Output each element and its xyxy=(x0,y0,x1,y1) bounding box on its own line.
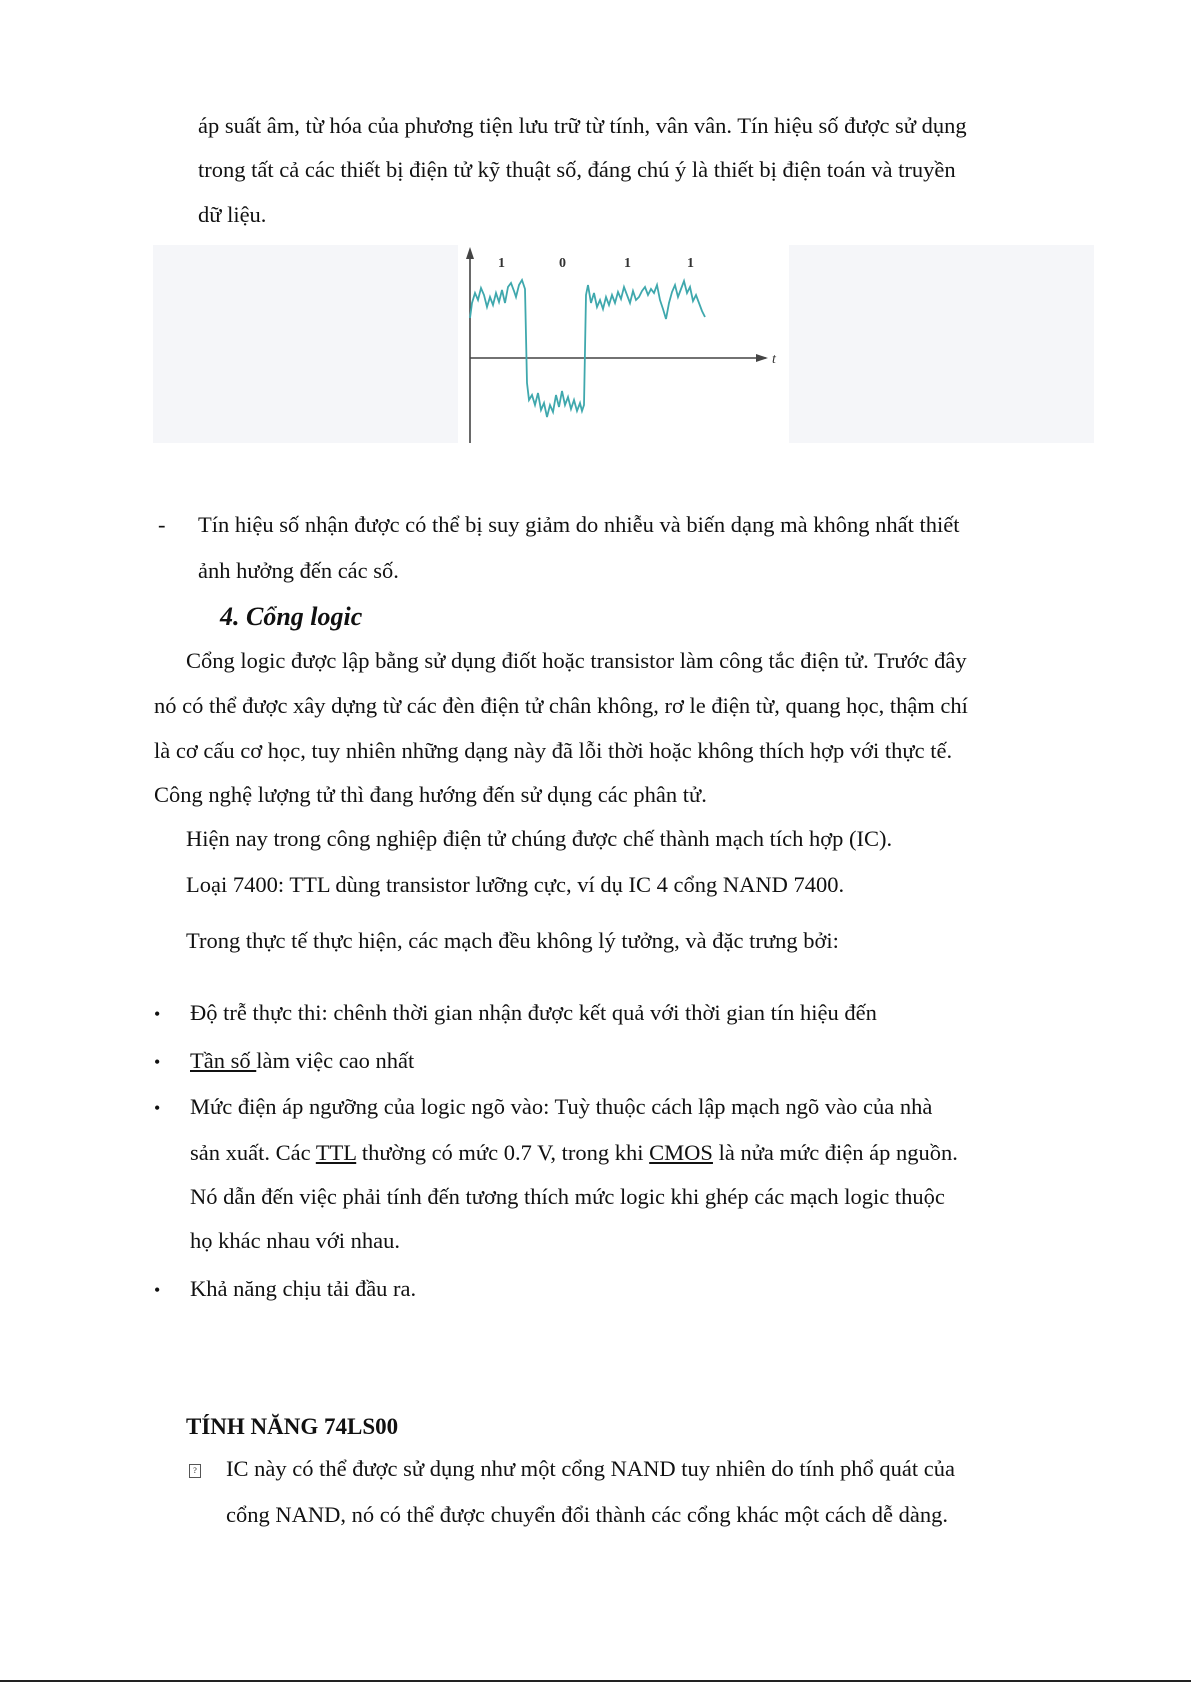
bit-label-4: 1 xyxy=(687,256,694,271)
digital-signal-figure xyxy=(458,245,789,443)
bullet-frequency-text: làm việc cao nhất xyxy=(256,1048,415,1073)
section-4-para2: Hiện nay trong công nghiệp điện tử chúng được chế thành mạch tích hợp (IC). xyxy=(186,826,893,851)
section-4-para1-line-3: là cơ cấu cơ học, tuy nhiên những dạng này đã lỗi thời hoặc không thích hợp với thực tế. xyxy=(154,738,953,763)
section-4-para1-line-2: nó có thể được xây dựng từ các đèn điện tử chân không, rơ le điện từ, quang học, thậm chí xyxy=(154,693,968,718)
features-line-2: cổng NAND, nó có thể được chuyển đổi thành các cổng khác một cách dễ dàng. xyxy=(226,1502,948,1527)
bullet-threshold-line-1: Mức điện áp ngưỡng của logic ngõ vào: Tuỳ thuộc cách lập mạch ngõ vào của nhà xyxy=(190,1094,933,1119)
intro-line-2: trong tất cả các thiết bị điện tử kỹ thuật số, đáng chú ý là thiết bị điện toán và truyền xyxy=(198,157,956,182)
bullet-marker-2: • xyxy=(154,1052,161,1072)
dash-note-line-1: Tín hiệu số nhận được có thể bị suy giảm do nhiễu và biến dạng mà không nhất thiết xyxy=(198,512,960,537)
time-axis-label: t xyxy=(772,352,776,367)
section-4-para1-line-1: Cổng logic được lập bằng sử dụng điốt hoặc transistor làm công tắc điện tử. Trước đây xyxy=(186,648,967,673)
bit-label-2: 0 xyxy=(559,256,566,271)
figure-panel-right xyxy=(789,245,1094,443)
bit-label-1: 1 xyxy=(498,256,505,271)
bullet-threshold-text-c: là nửa mức điện áp nguồn. xyxy=(712,1140,958,1165)
cmos-link[interactable]: CMOS xyxy=(649,1140,713,1165)
features-title: TÍNH NĂNG 74LS00 xyxy=(186,1414,399,1439)
figure-panel-left xyxy=(153,245,458,443)
bullet-frequency xyxy=(190,1050,414,1073)
bullet-delay: Độ trễ thực thi: chênh thời gian nhận được kết quả với thời gian tín hiệu đến xyxy=(190,1000,877,1025)
signal-waveform xyxy=(470,280,705,417)
dash-note-line-2: ảnh hưởng đến các số. xyxy=(198,558,399,583)
y-axis-arrow xyxy=(466,247,474,259)
bullet-threshold-line-4: họ khác nhau với nhau. xyxy=(190,1228,400,1253)
bullet-threshold-text-b: thường có mức 0.7 V, trong khi xyxy=(356,1140,650,1165)
bullet-threshold-line-3: Nó dẫn đến việc phải tính đến tương thích mức logic khi ghép các mạch logic thuộc xyxy=(190,1184,945,1209)
intro-line-1: áp suất âm, từ hóa của phương tiện lưu trữ từ tính, vân vân. Tín hiệu số được sử dụng xyxy=(198,113,967,138)
section-4-para1-line-4: Công nghệ lượng tử thì đang hướng đến sử dụng các phân tử. xyxy=(154,782,707,807)
bullet-threshold-text-a: sản xuất. Các xyxy=(190,1140,316,1165)
bullet-marker-3: • xyxy=(154,1098,161,1118)
bullet-threshold-line-2 xyxy=(190,1142,958,1165)
section-4-title: 4. Cổng logic xyxy=(220,602,363,631)
bullet-marker-4: • xyxy=(154,1280,161,1300)
bit-label-3: 1 xyxy=(624,256,631,271)
features-marker-icon: ? xyxy=(189,1464,201,1478)
frequency-link[interactable]: Tần số xyxy=(190,1048,257,1073)
section-4-para3: Loại 7400: TTL dùng transistor lưỡng cực, ví dụ IC 4 cổng NAND 7400. xyxy=(186,872,845,897)
x-axis-arrow xyxy=(756,354,768,362)
dash-marker: - xyxy=(158,512,166,537)
ttl-link[interactable]: TTL xyxy=(315,1140,357,1165)
intro-line-3: dữ liệu. xyxy=(198,202,267,227)
section-4-para4: Trong thực tế thực hiện, các mạch đều không lý tưởng, và đặc trưng bởi: xyxy=(186,928,839,953)
bullet-load: Khả năng chịu tải đầu ra. xyxy=(190,1276,417,1301)
page-bottom-rule xyxy=(0,1680,1191,1682)
bullet-marker-1: • xyxy=(154,1004,161,1024)
features-line-1: IC này có thể được sử dụng như một cổng NAND tuy nhiên do tính phổ quát của xyxy=(226,1456,955,1481)
